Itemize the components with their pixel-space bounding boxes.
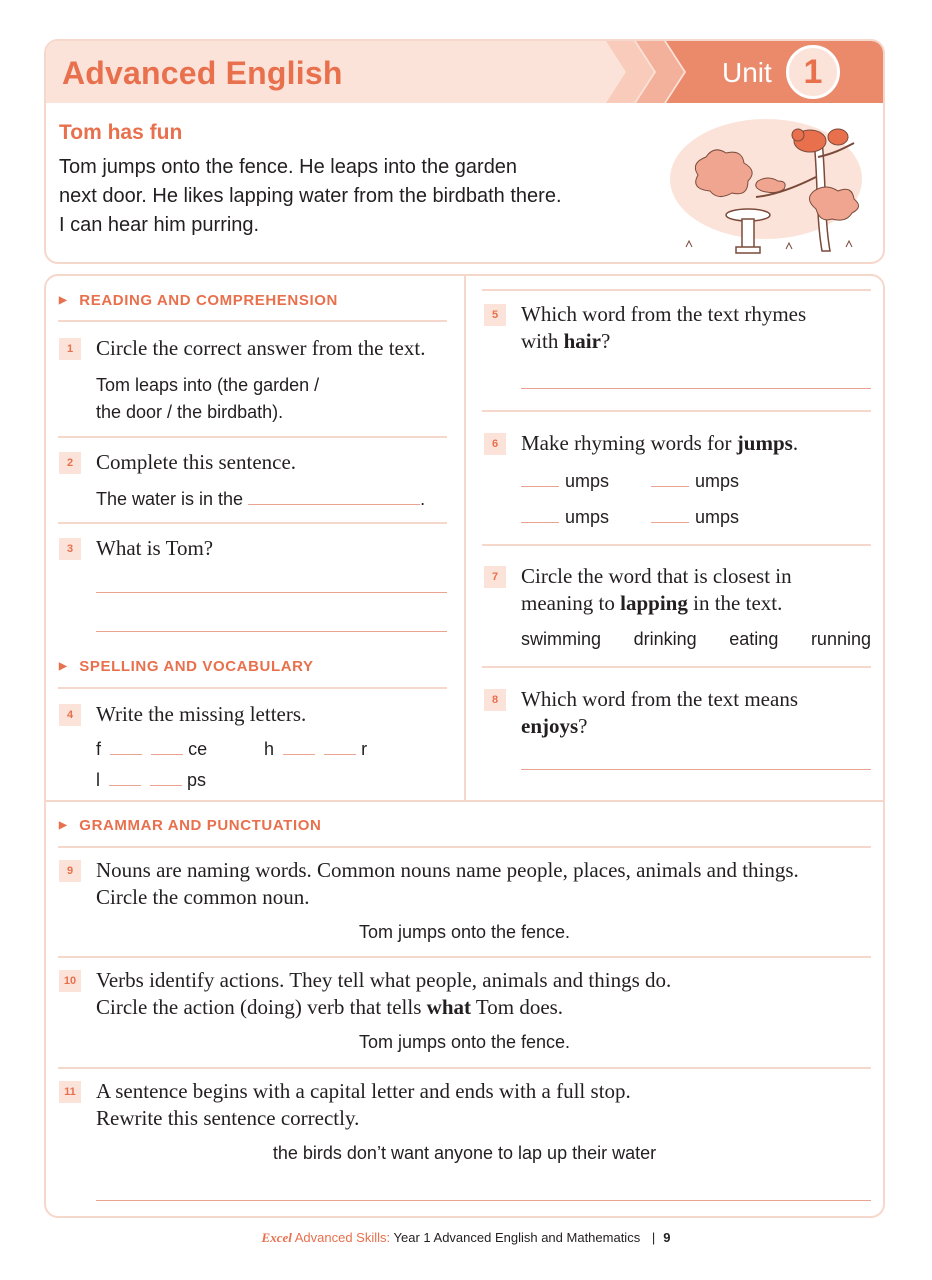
keyword: what bbox=[426, 995, 471, 1019]
letter-blank[interactable] bbox=[521, 471, 559, 487]
prompt-line: Which word from the text rhymes bbox=[521, 302, 807, 326]
missing-letters-word bbox=[96, 736, 207, 763]
rule bbox=[58, 320, 447, 322]
unit-number-badge: 1 bbox=[786, 45, 840, 99]
rule bbox=[58, 846, 871, 848]
story-line: I can hear him purring. bbox=[59, 214, 260, 236]
letter-blank[interactable] bbox=[651, 471, 689, 487]
question-number: 5 bbox=[484, 304, 506, 326]
rule bbox=[482, 410, 871, 412]
question-7-prompt bbox=[521, 563, 792, 617]
prompt-line bbox=[96, 994, 671, 1021]
footer-book: Year 1 Advanced English and Mathematics bbox=[390, 1230, 641, 1245]
question-5-prompt bbox=[521, 301, 806, 355]
rule bbox=[58, 436, 447, 438]
prompt-line: Rewrite this sentence correctly. bbox=[96, 1106, 360, 1130]
prompt-line bbox=[521, 713, 798, 740]
letter-blank[interactable] bbox=[110, 739, 142, 755]
rhyme-item bbox=[521, 468, 609, 495]
triangle-bullet-icon: ▶ bbox=[59, 295, 68, 306]
story-card bbox=[44, 39, 885, 264]
footer-separator: | bbox=[651, 1230, 656, 1245]
rhyme-suffix: umps bbox=[695, 507, 740, 527]
word-end: r bbox=[361, 739, 368, 759]
page-number: 9 bbox=[663, 1230, 671, 1245]
prompt-text: Tom does. bbox=[471, 995, 564, 1019]
keyword: hair bbox=[563, 329, 601, 353]
section-heading-grammar bbox=[59, 817, 321, 834]
rhyme-suffix: umps bbox=[565, 507, 610, 527]
question-10-prompt bbox=[96, 967, 671, 1021]
column-divider bbox=[464, 276, 466, 800]
question-number: 11 bbox=[59, 1081, 81, 1103]
letter-blank[interactable] bbox=[151, 739, 183, 755]
prompt-line bbox=[521, 328, 806, 355]
letter-blank[interactable] bbox=[324, 739, 356, 755]
rule bbox=[482, 666, 871, 668]
prompt-line: A sentence begins with a capital letter and ends with a full stop. bbox=[96, 1079, 631, 1103]
question-number: 1 bbox=[59, 338, 81, 360]
rule bbox=[482, 544, 871, 546]
rhyme-item bbox=[651, 468, 739, 495]
word-option[interactable]: drinking bbox=[633, 629, 697, 649]
prompt-line: Nouns are naming words. Common nouns name people, places, animals and things. bbox=[96, 858, 799, 882]
prompt-text: in the text. bbox=[687, 591, 783, 615]
keyword: lapping bbox=[620, 591, 688, 615]
section-heading-label: SPELLING AND VOCABULARY bbox=[79, 658, 314, 675]
question-8-prompt bbox=[521, 686, 798, 740]
story-title: Tom has fun bbox=[59, 121, 183, 144]
word-start: l bbox=[96, 770, 100, 790]
word-option[interactable]: eating bbox=[729, 629, 779, 649]
question-10-sentence: Tom jumps onto the fence. bbox=[358, 1032, 571, 1052]
question-2-sentence bbox=[96, 486, 425, 513]
rhyme-item bbox=[521, 504, 609, 531]
rule bbox=[482, 289, 871, 291]
question-3-prompt: What is Tom? bbox=[96, 536, 214, 560]
word-end: ce bbox=[188, 739, 208, 759]
letter-blank[interactable] bbox=[109, 770, 141, 786]
cat-garden-illustration bbox=[666, 117, 866, 259]
story-text bbox=[59, 153, 659, 240]
rule bbox=[58, 522, 447, 524]
sentence-text: The water is in the bbox=[96, 489, 244, 509]
missing-letters-word bbox=[264, 736, 367, 763]
question-number: 7 bbox=[484, 566, 506, 588]
prompt-text: Make rhyming words for bbox=[521, 431, 737, 455]
prompt-line bbox=[521, 590, 792, 617]
section-heading-label: GRAMMAR AND PUNCTUATION bbox=[79, 817, 322, 834]
missing-letters-word bbox=[96, 767, 206, 794]
question-number: 2 bbox=[59, 452, 81, 474]
footer-series: Advanced Skills: bbox=[291, 1230, 391, 1245]
keyword: enjoys bbox=[521, 714, 579, 738]
footer-brand: Excel bbox=[261, 1230, 292, 1245]
question-number: 9 bbox=[59, 860, 81, 882]
word-option[interactable]: running bbox=[810, 629, 871, 649]
letter-blank[interactable] bbox=[150, 770, 182, 786]
answer-line[interactable] bbox=[96, 631, 447, 632]
prompt-text: meaning to bbox=[521, 591, 621, 615]
question-1-line: the door / the birdbath). bbox=[96, 402, 284, 422]
question-11-sentence: the birds don’t want anyone to lap up their water bbox=[272, 1143, 657, 1163]
unit-label: Unit bbox=[722, 57, 772, 88]
answer-line[interactable] bbox=[521, 769, 871, 770]
question-9-prompt bbox=[96, 857, 799, 911]
question-number: 8 bbox=[484, 689, 506, 711]
triangle-bullet-icon: ▶ bbox=[59, 661, 68, 672]
word-option[interactable]: swimming bbox=[521, 629, 602, 649]
question-6-prompt bbox=[521, 430, 798, 457]
prompt-text: with bbox=[521, 329, 564, 353]
story-line: Tom jumps onto the fence. He leaps into the garden bbox=[59, 156, 518, 178]
question-2-prompt: Complete this sentence. bbox=[96, 450, 297, 474]
triangle-bullet-icon: ▶ bbox=[59, 820, 68, 831]
prompt-text: ? bbox=[578, 714, 588, 738]
rhyme-item bbox=[651, 504, 739, 531]
section-divider bbox=[46, 800, 883, 802]
answer-line[interactable] bbox=[521, 388, 871, 389]
prompt-text: ? bbox=[600, 329, 611, 353]
page-title: Advanced English bbox=[62, 55, 343, 91]
answer-line[interactable] bbox=[96, 592, 447, 593]
page-footer bbox=[0, 1230, 932, 1246]
question-number: 3 bbox=[59, 538, 81, 560]
word-end: ps bbox=[187, 770, 207, 790]
questions-card bbox=[44, 274, 885, 1218]
answer-blank[interactable] bbox=[248, 489, 420, 505]
title-band bbox=[46, 41, 883, 103]
letter-blank[interactable] bbox=[283, 739, 315, 755]
prompt-line: Which word from the text means bbox=[521, 687, 798, 711]
section-heading-label: READING AND COMPREHENSION bbox=[79, 292, 338, 309]
answer-line[interactable] bbox=[96, 1200, 871, 1201]
rhyme-suffix: umps bbox=[565, 471, 610, 491]
rule bbox=[58, 687, 447, 689]
word-options bbox=[521, 626, 871, 653]
question-9-sentence: Tom jumps onto the fence. bbox=[358, 922, 571, 942]
prompt-line: Circle the common noun. bbox=[96, 885, 310, 909]
question-11-prompt bbox=[96, 1078, 631, 1132]
question-1-line: Tom leaps into (the garden / bbox=[96, 375, 320, 395]
question-number: 10 bbox=[59, 970, 81, 992]
section-heading-spelling bbox=[59, 658, 314, 675]
word-start: f bbox=[96, 739, 102, 759]
question-4-prompt: Write the missing letters. bbox=[96, 702, 307, 726]
sentence-end: . bbox=[420, 489, 426, 509]
prompt-text: . bbox=[792, 431, 799, 455]
question-1-prompt: Circle the correct answer from the text. bbox=[96, 336, 426, 360]
rhyme-suffix: umps bbox=[695, 471, 740, 491]
letter-blank[interactable] bbox=[651, 507, 689, 523]
word-start: h bbox=[264, 739, 275, 759]
letter-blank[interactable] bbox=[521, 507, 559, 523]
prompt-line: Circle the word that is closest in bbox=[521, 564, 792, 588]
rule bbox=[58, 1067, 871, 1069]
question-number: 4 bbox=[59, 704, 81, 726]
keyword: jumps bbox=[736, 431, 793, 455]
story-line: next door. He likes lapping water from the birdbath there. bbox=[59, 185, 562, 207]
rule bbox=[58, 956, 871, 958]
prompt-text: Circle the action (doing) verb that tells bbox=[96, 995, 427, 1019]
prompt-line: Verbs identify actions. They tell what people, animals and things do. bbox=[96, 968, 672, 992]
question-number: 6 bbox=[484, 433, 506, 455]
section-heading-reading bbox=[59, 292, 338, 309]
